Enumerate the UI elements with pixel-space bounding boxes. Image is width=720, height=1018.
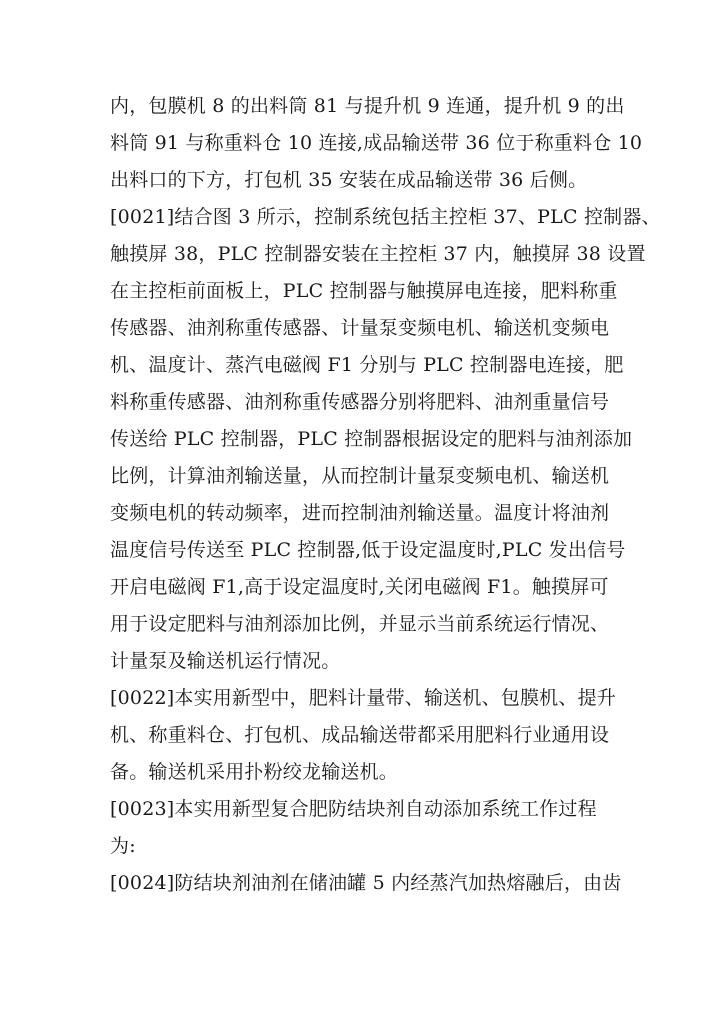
text-line: 机、温度计、蒸汽电磁阀 F1 分别与 PLC 控制器电连接，肥	[110, 354, 624, 376]
text-line: [0023]本实用新型复合肥防结块剂自动添加系统工作过程	[110, 798, 597, 820]
text-line: 触摸屏 38，PLC 控制器安装在主控柜 37 内，触摸屏 38 设置	[110, 243, 646, 265]
text-line: 用于设定肥料与油剂添加比例，并显示当前系统运行情况、	[110, 613, 610, 635]
body-text	[110, 88, 661, 902]
text-line: 变频电机的转动频率，进而控制油剂输送量。温度计将油剂	[110, 502, 610, 524]
text-line: 传感器、油剂称重传感器、计量泵变频电机、输送机变频电	[110, 317, 610, 339]
text-line: 备。输送机采用扑粉绞龙输送机。	[110, 761, 399, 783]
text-line: 内，包膜机 8 的出料筒 81 与提升机 9 连通，提升机 9 的出	[110, 95, 625, 117]
text-line: [0021]结合图 3 所示，控制系统包括主控柜 37、PLC 控制器、	[110, 206, 661, 228]
text-line: 比例，计算油剂输送量，从而控制计量泵变频电机、输送机	[110, 465, 610, 487]
text-line: 在主控柜前面板上，PLC 控制器与触摸屏电连接，肥料称重	[110, 280, 618, 302]
text-line: 传送给 PLC 控制器，PLC 控制器根据设定的肥料与油剂添加	[110, 428, 633, 450]
text-line: 计量泵及输送机运行情况。	[110, 650, 341, 672]
text-line: 机、称重料仓、打包机、成品输送带都采用肥料行业通用设	[110, 724, 610, 746]
text-line: 开启电磁阀 F1,高于设定温度时,关闭电磁阀 F1。触摸屏可	[110, 576, 609, 598]
text-line: 温度信号传送至 PLC 控制器,低于设定温度时,PLC 发出信号	[110, 539, 626, 561]
text-line: [0024]防结块剂油剂在储油罐 5 内经蒸汽加热熔融后，由齿	[110, 872, 622, 894]
text-line: 料筒 91 与称重料仓 10 连接,成品输送带 36 位于称重料仓 10	[110, 132, 643, 154]
text-line: [0022]本实用新型中，肥料计量带、输送机、包膜机、提升	[110, 687, 616, 709]
text-line: 为:	[110, 835, 136, 857]
text-line: 出料口的下方，打包机 35 安装在成品输送带 36 后侧。	[110, 169, 588, 191]
text-line: 料称重传感器、油剂称重传感器分别将肥料、油剂重量信号	[110, 391, 610, 413]
